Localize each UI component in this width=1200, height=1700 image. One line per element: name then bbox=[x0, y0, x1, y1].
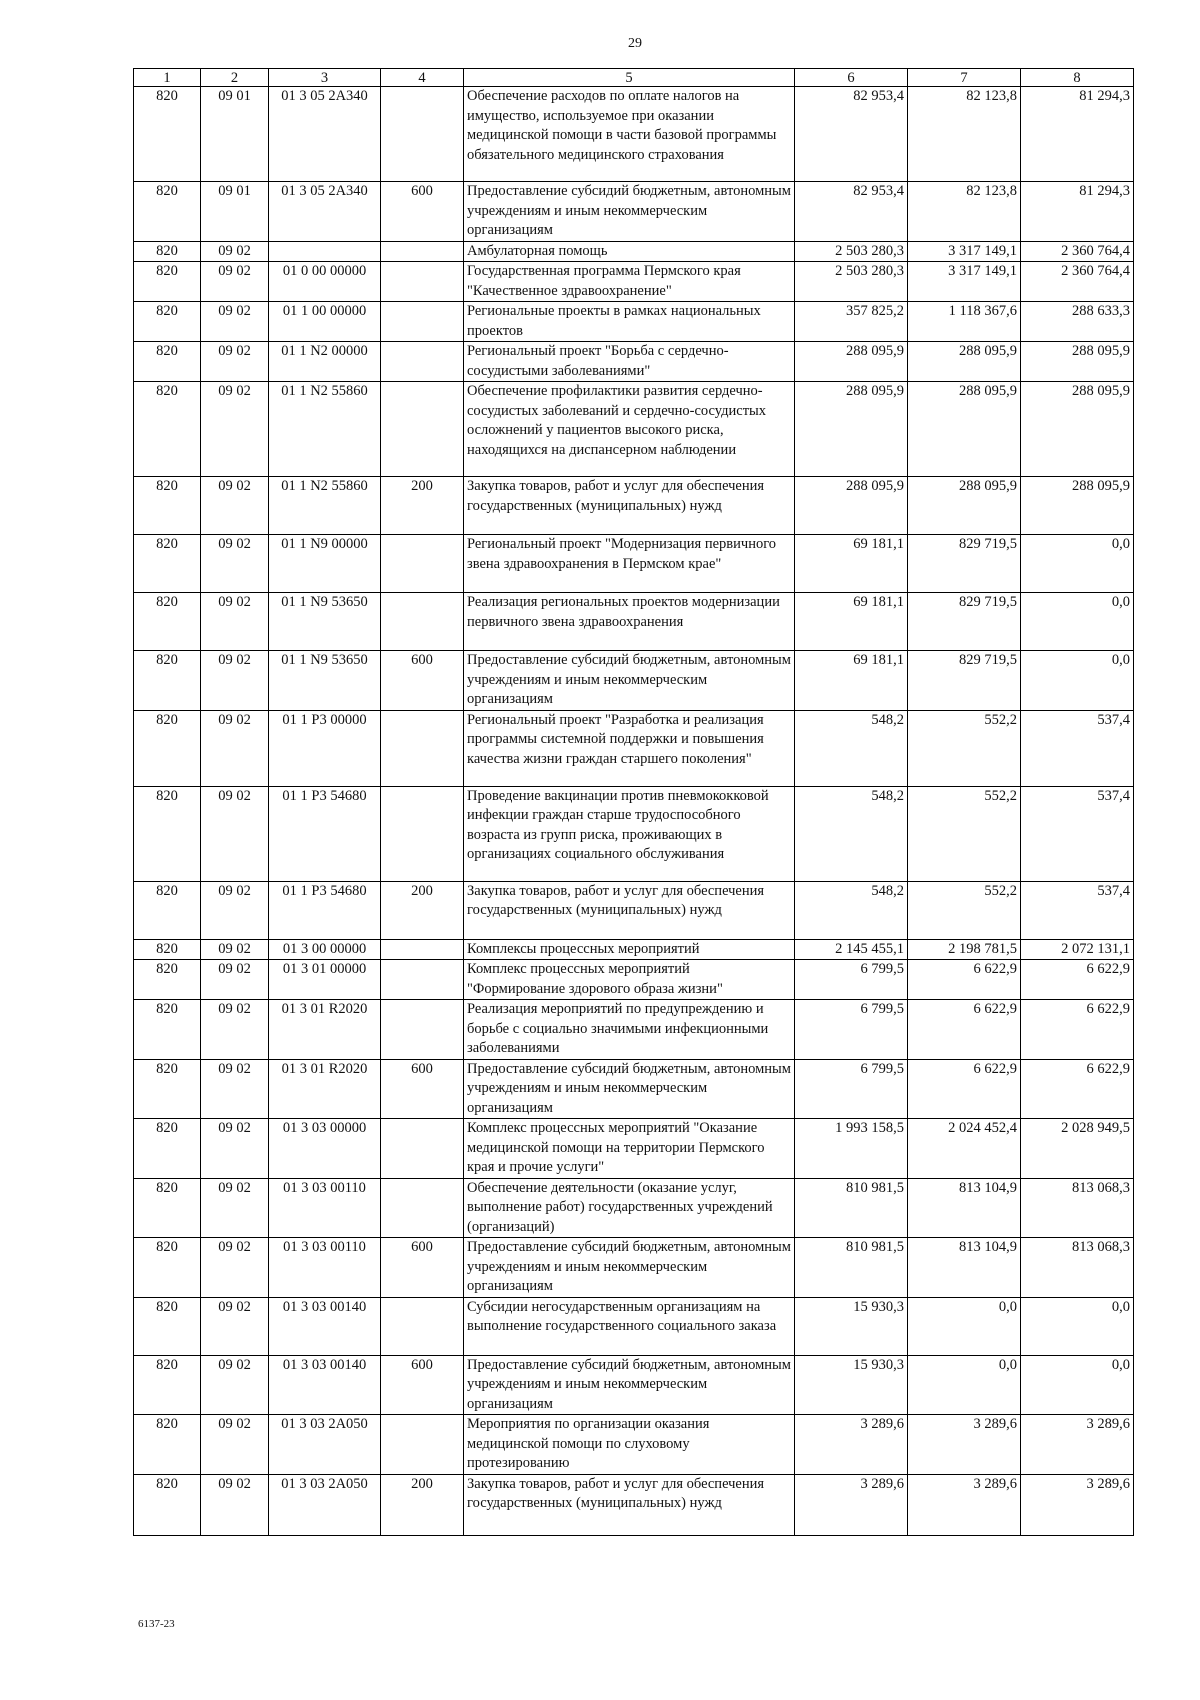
table-row bbox=[134, 960, 1134, 1000]
amount-2023-cell: 82 953,4 bbox=[795, 87, 908, 182]
description-cell: Комплекс процессных мероприятий "Оказание медицинской помощи на территории Пермского края и прочие услуги" bbox=[464, 1119, 795, 1179]
description-cell: Региональный проект "Разработка и реализация программы системной поддержки и повышения качества жизни граждан старшего поколения" bbox=[464, 710, 795, 786]
admin-code-cell: 820 bbox=[134, 182, 201, 242]
amount-2024-cell: 813 104,9 bbox=[908, 1178, 1021, 1238]
expense-type-cell bbox=[381, 1000, 464, 1060]
table-row bbox=[134, 1297, 1134, 1355]
table-row bbox=[134, 382, 1134, 477]
amount-2025-cell: 288 633,3 bbox=[1021, 302, 1134, 342]
column-header: 5 bbox=[464, 69, 795, 87]
amount-2023-cell: 288 095,9 bbox=[795, 382, 908, 477]
description-cell: Мероприятия по организации оказания медицинской помощи по слуховому протезированию bbox=[464, 1415, 795, 1475]
description-cell: Комплекс процессных мероприятий "Формирование здорового образа жизни" bbox=[464, 960, 795, 1000]
section-code-cell: 09 02 bbox=[201, 1119, 269, 1179]
amount-2024-cell: 813 104,9 bbox=[908, 1238, 1021, 1298]
target-article-cell: 01 3 00 00000 bbox=[269, 939, 381, 960]
expense-type-cell: 600 bbox=[381, 182, 464, 242]
admin-code-cell: 820 bbox=[134, 593, 201, 651]
description-cell: Региональный проект "Борьба с сердечно-сосудистыми заболеваниями" bbox=[464, 342, 795, 382]
amount-2024-cell: 288 095,9 bbox=[908, 382, 1021, 477]
target-article-cell: 01 1 Р3 54680 bbox=[269, 786, 381, 881]
admin-code-cell: 820 bbox=[134, 1059, 201, 1119]
section-code-cell: 09 02 bbox=[201, 1355, 269, 1415]
amount-2024-cell: 2 198 781,5 bbox=[908, 939, 1021, 960]
table-row bbox=[134, 786, 1134, 881]
amount-2023-cell: 288 095,9 bbox=[795, 342, 908, 382]
expense-type-cell: 200 bbox=[381, 881, 464, 939]
amount-2024-cell: 3 289,6 bbox=[908, 1474, 1021, 1535]
amount-2023-cell: 548,2 bbox=[795, 710, 908, 786]
section-code-cell: 09 02 bbox=[201, 1238, 269, 1298]
amount-2023-cell: 6 799,5 bbox=[795, 1000, 908, 1060]
table-row bbox=[134, 477, 1134, 535]
target-article-cell: 01 3 03 00110 bbox=[269, 1238, 381, 1298]
admin-code-cell: 820 bbox=[134, 1355, 201, 1415]
amount-2024-cell: 829 719,5 bbox=[908, 535, 1021, 593]
section-code-cell: 09 02 bbox=[201, 1059, 269, 1119]
amount-2025-cell: 0,0 bbox=[1021, 593, 1134, 651]
admin-code-cell: 820 bbox=[134, 241, 201, 262]
amount-2025-cell: 0,0 bbox=[1021, 1297, 1134, 1355]
column-header: 3 bbox=[269, 69, 381, 87]
amount-2025-cell: 2 360 764,4 bbox=[1021, 262, 1134, 302]
expense-type-cell bbox=[381, 1415, 464, 1475]
amount-2025-cell: 81 294,3 bbox=[1021, 182, 1134, 242]
expense-type-cell bbox=[381, 939, 464, 960]
table-row bbox=[134, 1474, 1134, 1535]
target-article-cell: 01 0 00 00000 bbox=[269, 262, 381, 302]
amount-2025-cell: 2 360 764,4 bbox=[1021, 241, 1134, 262]
description-cell: Предоставление субсидий бюджетным, автономным учреждениям и иным некоммерческим организациям bbox=[464, 1238, 795, 1298]
section-code-cell: 09 02 bbox=[201, 1000, 269, 1060]
page-number: 29 bbox=[628, 36, 642, 51]
description-cell: Государственная программа Пермского края "Качественное здравоохранение" bbox=[464, 262, 795, 302]
table-row bbox=[134, 262, 1134, 302]
target-article-cell: 01 3 03 2А050 bbox=[269, 1415, 381, 1475]
amount-2024-cell: 6 622,9 bbox=[908, 1000, 1021, 1060]
amount-2024-cell: 6 622,9 bbox=[908, 1059, 1021, 1119]
description-cell: Предоставление субсидий бюджетным, автономным учреждениям и иным некоммерческим организациям bbox=[464, 651, 795, 711]
section-code-cell: 09 02 bbox=[201, 881, 269, 939]
admin-code-cell: 820 bbox=[134, 786, 201, 881]
target-article-cell: 01 3 01 R2020 bbox=[269, 1000, 381, 1060]
expense-type-cell: 600 bbox=[381, 1238, 464, 1298]
section-code-cell: 09 02 bbox=[201, 302, 269, 342]
target-article-cell: 01 1 00 00000 bbox=[269, 302, 381, 342]
target-article-cell: 01 1 N9 53650 bbox=[269, 651, 381, 711]
admin-code-cell: 820 bbox=[134, 87, 201, 182]
expense-type-cell bbox=[381, 593, 464, 651]
budget-table bbox=[133, 68, 1134, 1536]
expense-type-cell bbox=[381, 710, 464, 786]
amount-2025-cell: 2 028 949,5 bbox=[1021, 1119, 1134, 1179]
target-article-cell: 01 3 03 2А050 bbox=[269, 1474, 381, 1535]
amount-2024-cell: 552,2 bbox=[908, 881, 1021, 939]
target-article-cell: 01 3 03 00140 bbox=[269, 1297, 381, 1355]
target-article-cell: 01 1 Р3 00000 bbox=[269, 710, 381, 786]
amount-2023-cell: 1 993 158,5 bbox=[795, 1119, 908, 1179]
table-row bbox=[134, 342, 1134, 382]
section-code-cell: 09 02 bbox=[201, 241, 269, 262]
admin-code-cell: 820 bbox=[134, 960, 201, 1000]
expense-type-cell bbox=[381, 302, 464, 342]
expense-type-cell bbox=[381, 1178, 464, 1238]
section-code-cell: 09 02 bbox=[201, 1178, 269, 1238]
description-cell: Амбулаторная помощь bbox=[464, 241, 795, 262]
amount-2024-cell: 552,2 bbox=[908, 786, 1021, 881]
amount-2023-cell: 357 825,2 bbox=[795, 302, 908, 342]
table-row bbox=[134, 939, 1134, 960]
admin-code-cell: 820 bbox=[134, 382, 201, 477]
expense-type-cell: 600 bbox=[381, 1355, 464, 1415]
amount-2025-cell: 0,0 bbox=[1021, 1355, 1134, 1415]
amount-2023-cell: 2 145 455,1 bbox=[795, 939, 908, 960]
section-code-cell: 09 02 bbox=[201, 651, 269, 711]
amount-2024-cell: 1 118 367,6 bbox=[908, 302, 1021, 342]
amount-2023-cell: 2 503 280,3 bbox=[795, 262, 908, 302]
amount-2025-cell: 288 095,9 bbox=[1021, 342, 1134, 382]
amount-2024-cell: 82 123,8 bbox=[908, 87, 1021, 182]
amount-2024-cell: 552,2 bbox=[908, 710, 1021, 786]
expense-type-cell bbox=[381, 960, 464, 1000]
table-row bbox=[134, 1178, 1134, 1238]
description-cell: Региональные проекты в рамках национальных проектов bbox=[464, 302, 795, 342]
section-code-cell: 09 02 bbox=[201, 262, 269, 302]
admin-code-cell: 820 bbox=[134, 1178, 201, 1238]
amount-2024-cell: 0,0 bbox=[908, 1355, 1021, 1415]
amount-2023-cell: 69 181,1 bbox=[795, 535, 908, 593]
amount-2023-cell: 3 289,6 bbox=[795, 1415, 908, 1475]
admin-code-cell: 820 bbox=[134, 302, 201, 342]
expense-type-cell bbox=[381, 262, 464, 302]
amount-2024-cell: 6 622,9 bbox=[908, 960, 1021, 1000]
amount-2025-cell: 813 068,3 bbox=[1021, 1178, 1134, 1238]
expense-type-cell: 200 bbox=[381, 1474, 464, 1535]
amount-2023-cell: 548,2 bbox=[795, 881, 908, 939]
table-row bbox=[134, 1355, 1134, 1415]
table-row bbox=[134, 1000, 1134, 1060]
admin-code-cell: 820 bbox=[134, 535, 201, 593]
expense-type-cell bbox=[381, 382, 464, 477]
admin-code-cell: 820 bbox=[134, 1000, 201, 1060]
admin-code-cell: 820 bbox=[134, 710, 201, 786]
admin-code-cell: 820 bbox=[134, 881, 201, 939]
amount-2025-cell: 288 095,9 bbox=[1021, 382, 1134, 477]
section-code-cell: 09 02 bbox=[201, 939, 269, 960]
admin-code-cell: 820 bbox=[134, 1474, 201, 1535]
admin-code-cell: 820 bbox=[134, 1297, 201, 1355]
admin-code-cell: 820 bbox=[134, 651, 201, 711]
target-article-cell bbox=[269, 241, 381, 262]
document-code: 6137-23 bbox=[138, 1618, 175, 1630]
amount-2024-cell: 829 719,5 bbox=[908, 593, 1021, 651]
amount-2023-cell: 82 953,4 bbox=[795, 182, 908, 242]
table-row bbox=[134, 302, 1134, 342]
amount-2023-cell: 288 095,9 bbox=[795, 477, 908, 535]
expense-type-cell: 600 bbox=[381, 1059, 464, 1119]
description-cell: Закупка товаров, работ и услуг для обеспечения государственных (муниципальных) нужд bbox=[464, 477, 795, 535]
target-article-cell: 01 1 N9 53650 bbox=[269, 593, 381, 651]
amount-2023-cell: 15 930,3 bbox=[795, 1297, 908, 1355]
amount-2024-cell: 3 289,6 bbox=[908, 1415, 1021, 1475]
column-header: 2 bbox=[201, 69, 269, 87]
amount-2024-cell: 3 317 149,1 bbox=[908, 241, 1021, 262]
description-cell: Проведение вакцинации против пневмококковой инфекции граждан старше трудоспособного возраста из групп риска, проживающих в организациях социального обслуживания bbox=[464, 786, 795, 881]
admin-code-cell: 820 bbox=[134, 342, 201, 382]
section-code-cell: 09 02 bbox=[201, 786, 269, 881]
target-article-cell: 01 1 N2 55860 bbox=[269, 477, 381, 535]
table-row bbox=[134, 1059, 1134, 1119]
amount-2023-cell: 810 981,5 bbox=[795, 1238, 908, 1298]
amount-2025-cell: 537,4 bbox=[1021, 881, 1134, 939]
description-cell: Предоставление субсидий бюджетным, автономным учреждениям и иным некоммерческим организациям bbox=[464, 1059, 795, 1119]
column-header: 4 bbox=[381, 69, 464, 87]
amount-2023-cell: 15 930,3 bbox=[795, 1355, 908, 1415]
description-cell: Предоставление субсидий бюджетным, автономным учреждениям и иным некоммерческим организациям bbox=[464, 1355, 795, 1415]
section-code-cell: 09 02 bbox=[201, 710, 269, 786]
amount-2024-cell: 288 095,9 bbox=[908, 342, 1021, 382]
admin-code-cell: 820 bbox=[134, 1415, 201, 1475]
description-cell: Обеспечение расходов по оплате налогов на имущество, используемое при оказании медицинской помощи в части базовой программы обязательного медицинского страхования bbox=[464, 87, 795, 182]
amount-2025-cell: 2 072 131,1 bbox=[1021, 939, 1134, 960]
amount-2023-cell: 2 503 280,3 bbox=[795, 241, 908, 262]
column-header: 1 bbox=[134, 69, 201, 87]
expense-type-cell: 200 bbox=[381, 477, 464, 535]
amount-2025-cell: 288 095,9 bbox=[1021, 477, 1134, 535]
target-article-cell: 01 3 01 R2020 bbox=[269, 1059, 381, 1119]
amount-2023-cell: 548,2 bbox=[795, 786, 908, 881]
table-row bbox=[134, 241, 1134, 262]
target-article-cell: 01 3 03 00140 bbox=[269, 1355, 381, 1415]
description-cell: Субсидии негосударственным организациям на выполнение государственного социального заказа bbox=[464, 1297, 795, 1355]
section-code-cell: 09 02 bbox=[201, 382, 269, 477]
section-code-cell: 09 02 bbox=[201, 593, 269, 651]
column-header: 7 bbox=[908, 69, 1021, 87]
table-row bbox=[134, 1119, 1134, 1179]
section-code-cell: 09 02 bbox=[201, 960, 269, 1000]
expense-type-cell bbox=[381, 1119, 464, 1179]
amount-2023-cell: 69 181,1 bbox=[795, 651, 908, 711]
target-article-cell: 01 1 Р3 54680 bbox=[269, 881, 381, 939]
expense-type-cell bbox=[381, 535, 464, 593]
description-cell: Комплексы процессных мероприятий bbox=[464, 939, 795, 960]
description-cell: Реализация региональных проектов модернизации первичного звена здравоохранения bbox=[464, 593, 795, 651]
table-row bbox=[134, 1238, 1134, 1298]
expense-type-cell bbox=[381, 87, 464, 182]
amount-2024-cell: 829 719,5 bbox=[908, 651, 1021, 711]
amount-2023-cell: 6 799,5 bbox=[795, 1059, 908, 1119]
amount-2025-cell: 0,0 bbox=[1021, 535, 1134, 593]
description-cell: Закупка товаров, работ и услуг для обеспечения государственных (муниципальных) нужд bbox=[464, 1474, 795, 1535]
header-row bbox=[134, 69, 1134, 87]
admin-code-cell: 820 bbox=[134, 1238, 201, 1298]
target-article-cell: 01 1 N2 55860 bbox=[269, 382, 381, 477]
amount-2023-cell: 69 181,1 bbox=[795, 593, 908, 651]
description-cell: Региональный проект "Модернизация первичного звена здравоохранения в Пермском крае" bbox=[464, 535, 795, 593]
amount-2024-cell: 0,0 bbox=[908, 1297, 1021, 1355]
admin-code-cell: 820 bbox=[134, 1119, 201, 1179]
amount-2025-cell: 3 289,6 bbox=[1021, 1474, 1134, 1535]
target-article-cell: 01 3 01 00000 bbox=[269, 960, 381, 1000]
amount-2025-cell: 0,0 bbox=[1021, 651, 1134, 711]
expense-type-cell bbox=[381, 1297, 464, 1355]
amount-2023-cell: 810 981,5 bbox=[795, 1178, 908, 1238]
table-row bbox=[134, 651, 1134, 711]
section-code-cell: 09 02 bbox=[201, 1474, 269, 1535]
expense-type-cell bbox=[381, 342, 464, 382]
target-article-cell: 01 3 05 2А340 bbox=[269, 87, 381, 182]
column-header: 8 bbox=[1021, 69, 1134, 87]
section-code-cell: 09 01 bbox=[201, 87, 269, 182]
admin-code-cell: 820 bbox=[134, 939, 201, 960]
amount-2025-cell: 537,4 bbox=[1021, 710, 1134, 786]
amount-2025-cell: 813 068,3 bbox=[1021, 1238, 1134, 1298]
section-code-cell: 09 02 bbox=[201, 1415, 269, 1475]
admin-code-cell: 820 bbox=[134, 262, 201, 302]
amount-2024-cell: 82 123,8 bbox=[908, 182, 1021, 242]
expense-type-cell: 600 bbox=[381, 651, 464, 711]
table-row bbox=[134, 1415, 1134, 1475]
description-cell: Обеспечение деятельности (оказание услуг, выполнение работ) государственных учреждений (организаций) bbox=[464, 1178, 795, 1238]
column-header: 6 bbox=[795, 69, 908, 87]
amount-2025-cell: 6 622,9 bbox=[1021, 1059, 1134, 1119]
target-article-cell: 01 3 03 00110 bbox=[269, 1178, 381, 1238]
section-code-cell: 09 02 bbox=[201, 1297, 269, 1355]
admin-code-cell: 820 bbox=[134, 477, 201, 535]
description-cell: Реализация мероприятий по предупреждению и борьбе с социально значимыми инфекционными заболеваниями bbox=[464, 1000, 795, 1060]
table-row bbox=[134, 593, 1134, 651]
section-code-cell: 09 02 bbox=[201, 342, 269, 382]
expense-type-cell bbox=[381, 241, 464, 262]
expense-type-cell bbox=[381, 786, 464, 881]
amount-2024-cell: 288 095,9 bbox=[908, 477, 1021, 535]
amount-2025-cell: 6 622,9 bbox=[1021, 960, 1134, 1000]
section-code-cell: 09 01 bbox=[201, 182, 269, 242]
amount-2025-cell: 3 289,6 bbox=[1021, 1415, 1134, 1475]
amount-2025-cell: 81 294,3 bbox=[1021, 87, 1134, 182]
description-cell: Обеспечение профилактики развития сердечно-сосудистых заболеваний и сердечно-сосудистых осложнений у пациентов высокого риска, находящихся на диспансерном наблюдении bbox=[464, 382, 795, 477]
amount-2025-cell: 6 622,9 bbox=[1021, 1000, 1134, 1060]
table-row bbox=[134, 710, 1134, 786]
table-row bbox=[134, 535, 1134, 593]
target-article-cell: 01 1 N9 00000 bbox=[269, 535, 381, 593]
target-article-cell: 01 3 05 2А340 bbox=[269, 182, 381, 242]
amount-2023-cell: 6 799,5 bbox=[795, 960, 908, 1000]
section-code-cell: 09 02 bbox=[201, 535, 269, 593]
amount-2024-cell: 2 024 452,4 bbox=[908, 1119, 1021, 1179]
table-row bbox=[134, 182, 1134, 242]
table-row bbox=[134, 87, 1134, 182]
target-article-cell: 01 1 N2 00000 bbox=[269, 342, 381, 382]
amount-2024-cell: 3 317 149,1 bbox=[908, 262, 1021, 302]
description-cell: Предоставление субсидий бюджетным, автономным учреждениям и иным некоммерческим организациям bbox=[464, 182, 795, 242]
amount-2025-cell: 537,4 bbox=[1021, 786, 1134, 881]
amount-2023-cell: 3 289,6 bbox=[795, 1474, 908, 1535]
target-article-cell: 01 3 03 00000 bbox=[269, 1119, 381, 1179]
table-row bbox=[134, 881, 1134, 939]
section-code-cell: 09 02 bbox=[201, 477, 269, 535]
description-cell: Закупка товаров, работ и услуг для обеспечения государственных (муниципальных) нужд bbox=[464, 881, 795, 939]
